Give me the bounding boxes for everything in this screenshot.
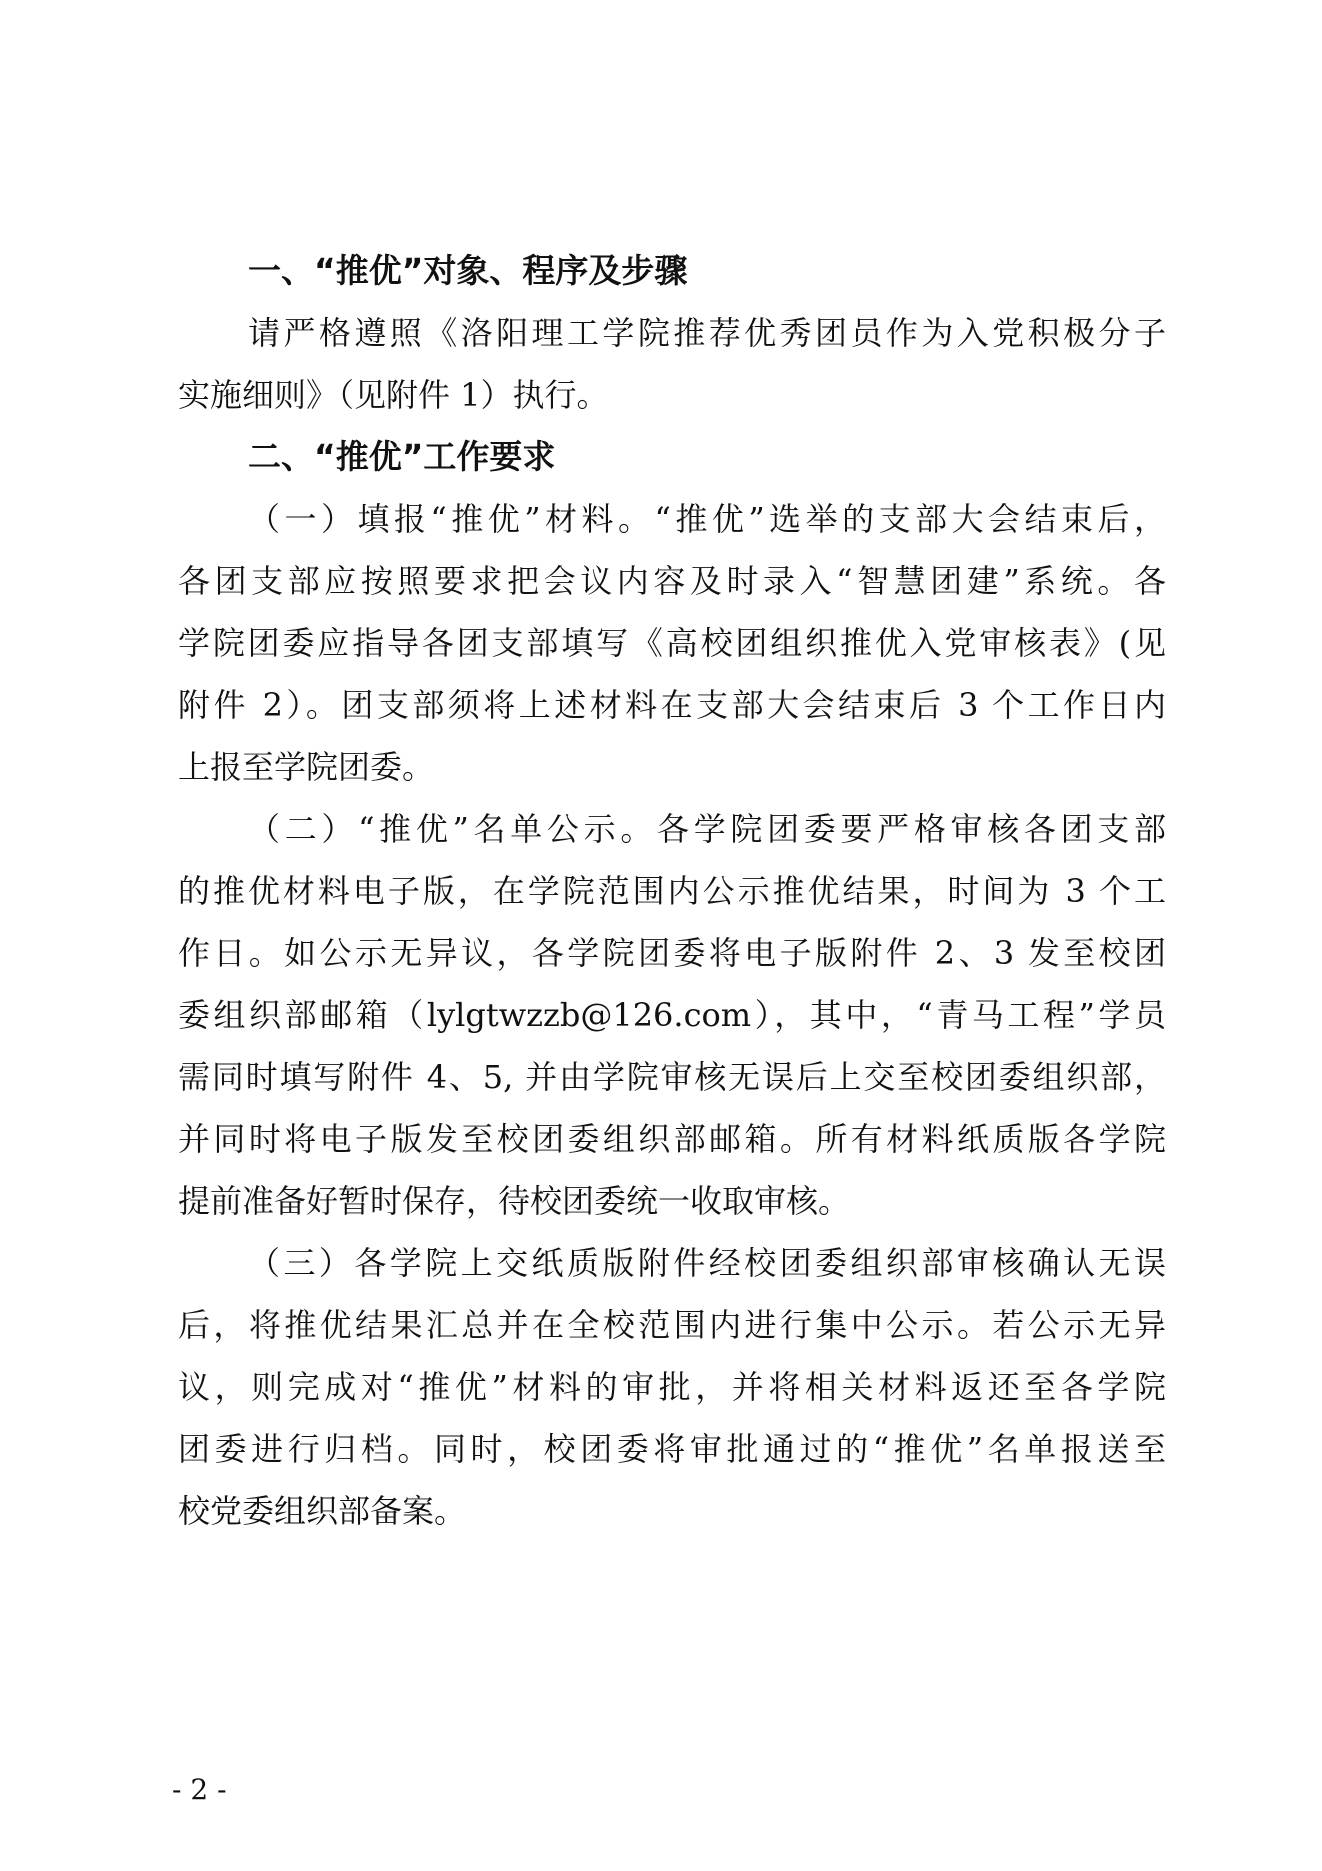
- paragraph-2-line-5: 上报至学院团委。: [178, 748, 435, 786]
- paragraph-4-line-3: 议，则完成对“推优”材料的审批，并将相关材料返还至各学院: [178, 1368, 1166, 1406]
- document-body: [178, 240, 1166, 1542]
- section-heading-1: 一、“推优”对象、程序及步骤: [248, 251, 688, 290]
- paragraph-4-line-1: （三）各学院上交纸质版附件经校团委组织部审核确认无误: [248, 1244, 1166, 1282]
- paragraph-2-line-4: 附件 2）。团支部须将上述材料在支部大会结束后 3 个工作日内: [178, 686, 1166, 724]
- paragraph-3-line-1: （二）“推优”名单公示。各学院团委要严格审核各团支部: [248, 810, 1166, 848]
- paragraph-2-line-1: （一）填报“推优”材料。“推优”选举的支部大会结束后，: [248, 500, 1166, 538]
- paragraph-2-line-3: 学院团委应指导各团支部填写《高校团组织推优入党审核表》(见: [178, 624, 1166, 662]
- paragraph-1-line-2: 实施细则》（见附件 1）执行。: [178, 376, 609, 414]
- paragraph-3-line-2: 的推优材料电子版，在学院范围内公示推优结果，时间为 3 个工: [178, 872, 1166, 910]
- page-number: - 2 -: [172, 1773, 227, 1806]
- paragraph-3-line-6: 并同时将电子版发至校团委组织部邮箱。所有材料纸质版各学院: [178, 1120, 1166, 1158]
- paragraph-3-line-4: 委组织部邮箱（lylgtwzzb@126.com），其中，“青马工程”学员: [178, 996, 1166, 1034]
- paragraph-2-line-2: 各团支部应按照要求把会议内容及时录入“智慧团建”系统。各: [178, 562, 1166, 600]
- paragraph-4-line-2: 后，将推优结果汇总并在全校范围内进行集中公示。若公示无异: [178, 1306, 1166, 1344]
- section-heading-2: 二、“推优”工作要求: [248, 437, 556, 476]
- paragraph-3-line-7: 提前准备好暂时保存，待校团委统一收取审核。: [178, 1182, 851, 1220]
- paragraph-4-line-5: 校党委组织部备案。: [178, 1492, 467, 1530]
- paragraph-3-line-3: 作日。如公示无异议，各学院团委将电子版附件 2、3 发至校团: [178, 934, 1166, 972]
- paragraph-1-line-1: 请严格遵照《洛阳理工学院推荐优秀团员作为入党积极分子: [248, 314, 1166, 352]
- paragraph-4-line-4: 团委进行归档。同时，校团委将审批通过的“推优”名单报送至: [178, 1430, 1166, 1468]
- paragraph-3-line-5: 需同时填写附件 4、5, 并由学院审核无误后上交至校团委组织部，: [178, 1058, 1166, 1096]
